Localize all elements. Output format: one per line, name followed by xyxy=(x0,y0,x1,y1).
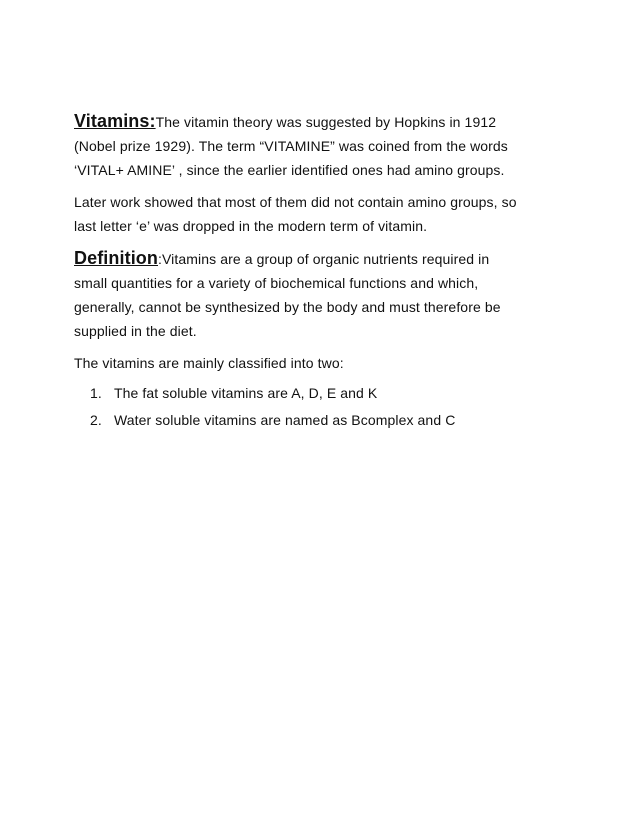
definition-heading: Definition xyxy=(74,248,158,268)
vitamins-line-2: (Nobel prize 1929). The term “VITAMINE” was coined from the words xyxy=(74,138,508,154)
list-text: The fat soluble vitamins are A, D, E and K xyxy=(114,385,378,401)
later-line-2: last letter ‘e’ was dropped in the modern term of vitamin. xyxy=(74,218,428,234)
definition-colon: : xyxy=(158,251,162,267)
definition-line-1: Vitamins are a group of organic nutrients required in xyxy=(162,251,490,267)
vitamins-paragraph xyxy=(74,109,574,182)
definition-line-3: generally, cannot be synthesized by the body and must therefore be xyxy=(74,299,501,315)
classified-paragraph: The vitamins are mainly classified into two: xyxy=(74,355,344,371)
vitamin-class-list xyxy=(74,381,574,432)
list-number: 2. xyxy=(90,412,102,428)
list-item xyxy=(90,381,574,405)
later-line-1: Later work showed that most of them did not contain amino groups, so xyxy=(74,194,517,210)
definition-line-2: small quantities for a variety of biochemical functions and which, xyxy=(74,275,479,291)
vitamins-heading: Vitamins: xyxy=(74,111,156,131)
vitamins-line-3: ‘VITAL+ AMINE’ , since the earlier identified ones had amino groups. xyxy=(74,162,505,178)
definition-paragraph xyxy=(74,246,574,343)
document-body xyxy=(74,109,574,435)
definition-line-4: supplied in the diet. xyxy=(74,323,197,339)
vitamins-line-1: The vitamin theory was suggested by Hopkins in 1912 xyxy=(155,114,497,130)
later-work-paragraph xyxy=(74,190,574,238)
list-item xyxy=(90,408,574,432)
list-number: 1. xyxy=(90,385,102,401)
list-text: Water soluble vitamins are named as Bcomplex and C xyxy=(114,412,456,428)
